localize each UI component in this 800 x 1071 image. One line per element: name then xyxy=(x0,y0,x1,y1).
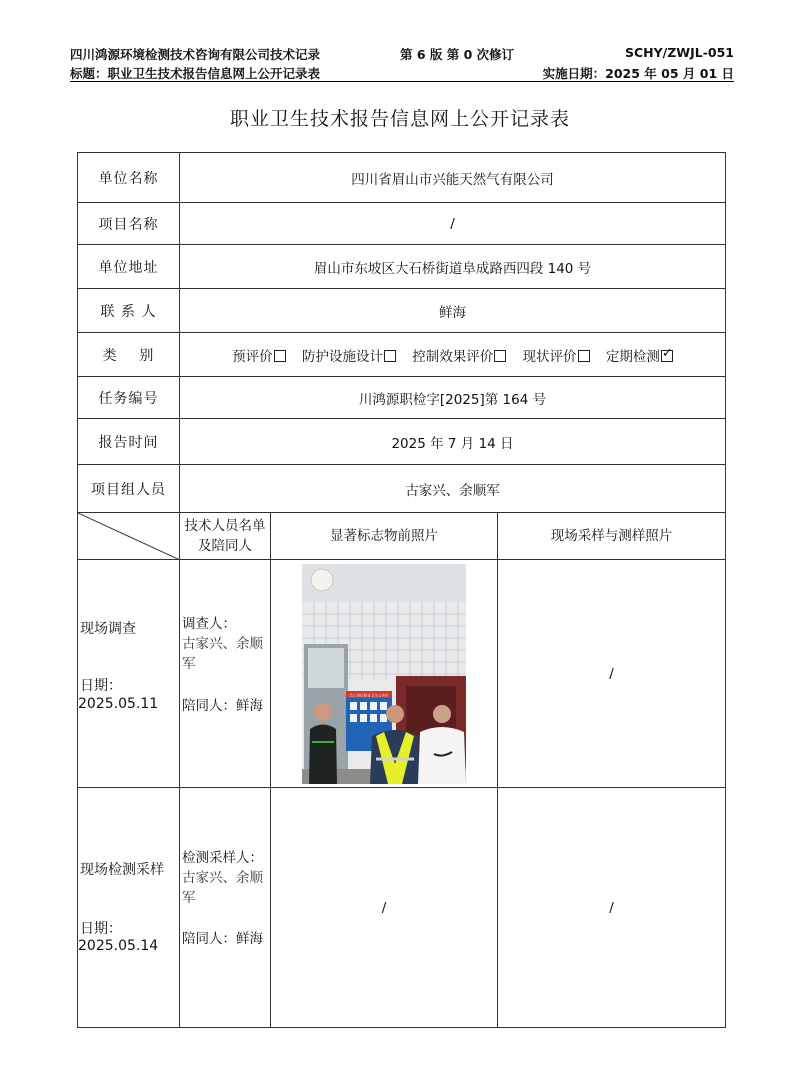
effective-date: 实施日期：2025 年 05 月 01 日 xyxy=(542,66,734,81)
sampling-staff-cell xyxy=(180,788,271,1028)
sampler-names: 古家兴、余顺军 xyxy=(182,870,263,906)
label-contact: 联 系 人 xyxy=(78,289,180,333)
category-option-protection-design: 防护设施设计 xyxy=(302,349,396,365)
survey-label-cell xyxy=(78,560,180,788)
value-team: 古家兴、余顺军 xyxy=(180,465,726,513)
row-team xyxy=(78,465,726,513)
landmark-photo-cell xyxy=(271,560,498,788)
row-survey xyxy=(78,560,726,788)
header-sampling-photo: 现场采样与测样照片 xyxy=(498,513,726,560)
label-address: 单位地址 xyxy=(78,245,180,289)
survey-date-label: 日期： xyxy=(80,678,122,694)
diagonal-line xyxy=(78,513,180,560)
survey-label: 现场调查 xyxy=(80,621,136,637)
sampling-label-cell xyxy=(78,788,180,1028)
survey-date: 2025.05.11 xyxy=(78,696,159,712)
value-task-no: 川鸿源职检字[2025]第 164 号 xyxy=(180,377,726,419)
row-task-no xyxy=(78,377,726,419)
category-option-periodic-test: 定期检测✓ xyxy=(606,349,673,365)
sampling-date: 2025.05.14 xyxy=(78,938,159,954)
survey-companion: 陪同人：鲜海 xyxy=(182,698,263,714)
row-category xyxy=(78,333,726,377)
value-report-time: 2025 年 7 月 14 日 xyxy=(180,419,726,465)
sampling-companion: 陪同人：鲜海 xyxy=(182,931,263,947)
row-sampling xyxy=(78,788,726,1028)
checkbox-status-eval xyxy=(578,350,590,362)
header-landmark-photo: 显著标志物前照片 xyxy=(271,513,498,560)
board-caption-text: 员工岗位职业卫生公告栏 xyxy=(349,693,389,697)
row-unit-name xyxy=(78,153,726,203)
landmark-photo xyxy=(302,564,466,784)
sampler-label: 检测采样人： xyxy=(182,850,263,866)
value-address: 眉山市东坡区大石桥街道阜成路西四段 140 号 xyxy=(180,245,726,289)
row-report-time xyxy=(78,419,726,465)
sampling-label: 现场检测采样 xyxy=(80,862,164,878)
row-column-headers xyxy=(78,513,726,560)
sampling-date-label: 日期： xyxy=(80,921,122,937)
label-project-name: 项目名称 xyxy=(78,203,180,245)
row-address xyxy=(78,245,726,289)
category-option-pre-eval: 预评价 xyxy=(232,349,286,365)
label-team: 项目组人员 xyxy=(78,465,180,513)
category-option-status-eval: 现状评价 xyxy=(523,349,590,365)
label-unit-name: 单位名称 xyxy=(78,153,180,203)
checkbox-protection-design xyxy=(384,350,396,362)
category-option-control-eval: 控制效果评价 xyxy=(412,349,506,365)
checkbox-control-eval xyxy=(494,350,506,362)
label-report-time: 报告时间 xyxy=(78,419,180,465)
survey-staff-cell xyxy=(180,560,271,788)
company-name: 四川鸿源环境检测技术咨询有限公司技术记录 xyxy=(70,47,321,62)
row-contact xyxy=(78,289,726,333)
checkbox-periodic-test-checked xyxy=(661,350,673,362)
version-text: 第 6 版 第 0 次修订 xyxy=(400,47,515,62)
sampling-sampling-photo-cell: / xyxy=(498,788,726,1028)
header-title: 标题：职业卫生技术报告信息网上公开记录表 xyxy=(70,66,321,81)
survey-sampling-photo-cell: / xyxy=(498,560,726,788)
value-project-name: / xyxy=(180,203,726,245)
checkbox-pre-eval xyxy=(274,350,286,362)
category-options xyxy=(180,333,726,377)
label-category: 类 别 xyxy=(78,333,180,377)
label-task-no: 任务编号 xyxy=(78,377,180,419)
sampling-landmark-photo-cell: / xyxy=(271,788,498,1028)
investigator-names: 古家兴、余顺军 xyxy=(182,636,263,672)
team-photo-illustration xyxy=(302,564,466,784)
header-staff: 技术人员名单及陪同人 xyxy=(180,513,271,560)
value-unit-name: 四川省眉山市兴能天然气有限公司 xyxy=(180,153,726,203)
header-divider xyxy=(70,81,734,82)
row-project-name xyxy=(78,203,726,245)
value-contact: 鲜海 xyxy=(180,289,726,333)
page-title: 职业卫生技术报告信息网上公开记录表 xyxy=(229,108,570,130)
investigator-label: 调查人： xyxy=(182,616,236,632)
doc-code: SCHY/ZWJL-051 xyxy=(624,45,734,60)
diagonal-header-cell xyxy=(78,513,180,560)
record-table xyxy=(77,152,726,1028)
